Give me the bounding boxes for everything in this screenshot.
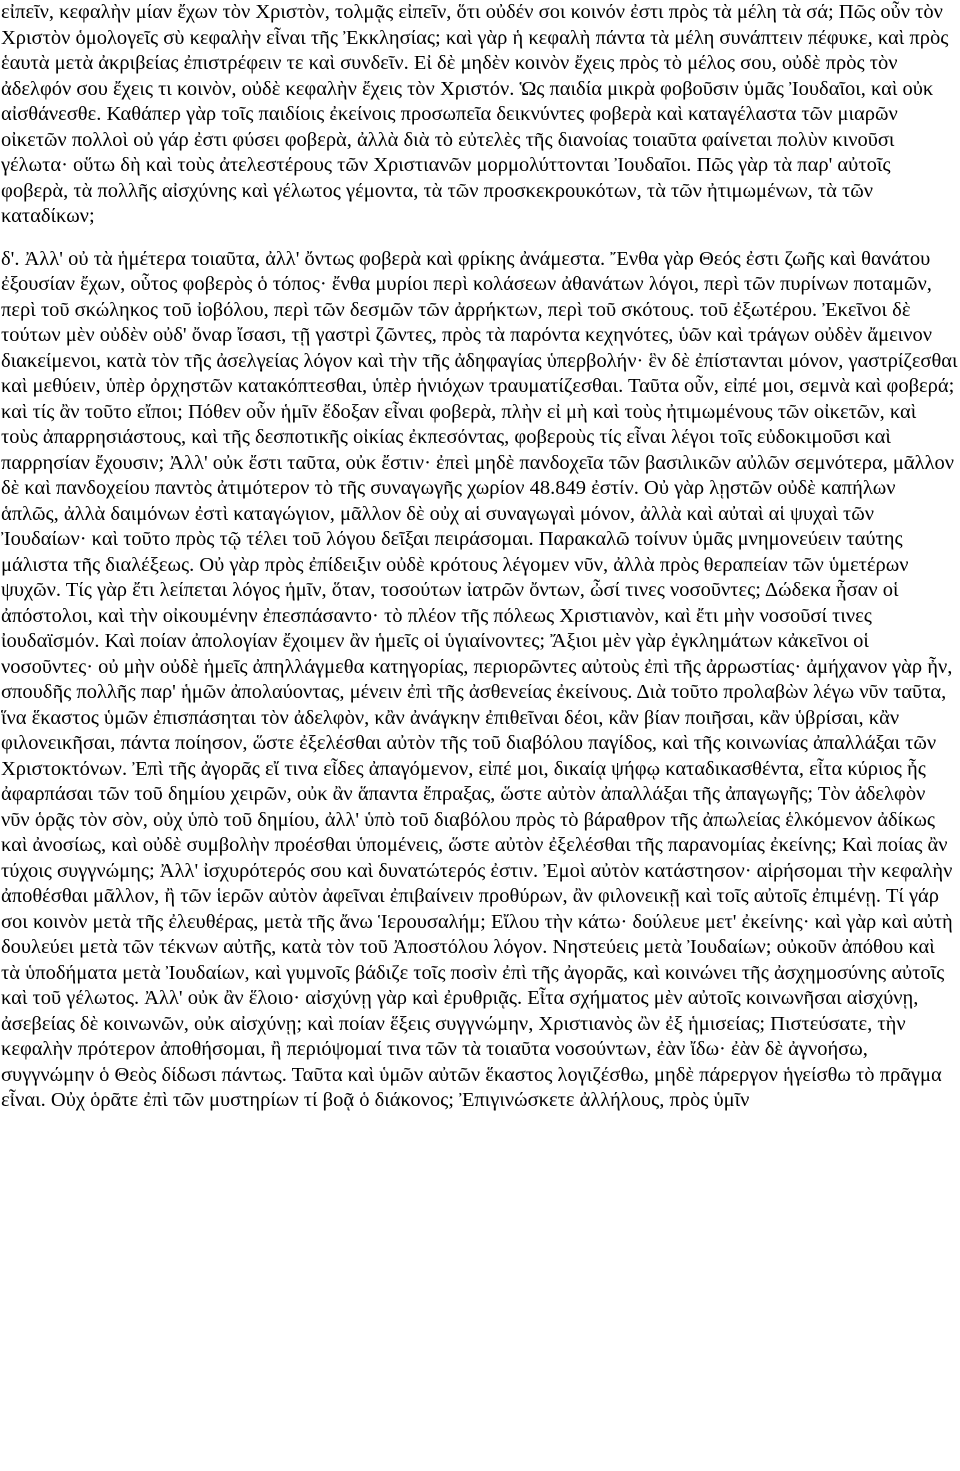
paragraph: δ'. Ἀλλ' οὐ τὰ ἡμέτερα τοιαῦτα, ἀλλ' ὄντως φοβερὰ καὶ φρίκης ἀνάμεστα. Ἔνθα γὰρ Θεός ἐστι ζωῆς καὶ θανάτου ἐξουσίαν ἔχων, οὗτος φοβερὸς ὁ τόπος· ἔνθα μυρίοι περὶ κολάσεων ἀθανάτων λόγοι, περὶ τῶν πυρίνων ποταμῶν, περὶ τοῦ σκώληκος τοῦ ἰοβόλου, περὶ τῶν δεσμῶν τῶν ἀρρήκτων, περὶ τοῦ σκότους. τοῦ ἐξωτέρου. Ἐκεῖνοι δὲ τούτων μὲν οὐδὲν οὐδ' ὄναρ ἴσασι, τῇ γαστρὶ ζῶντες, πρὸς τὰ παρόντα κεχηνότες, ὑῶν καὶ τράγων οὐδὲν ἄμεινον διακείμενοι, κατὰ τὸν τῆς ἀσελγείας λόγον καὶ τὴν τῆς ἀδηφαγίας ὑπερβολήν· ἓν δὲ ἐπίστανται μόνον, γαστρίζεσθαι καὶ μεθύειν, ὑπὲρ ὀρχηστῶν κατακόπτεσθαι, ὑπὲρ ἡνιόχων τραυματίζεσθαι. Ταῦτα οὖν, εἰπέ μοι, σεμνὰ καὶ φοβερά; καὶ τίς ἂν τοῦτο εἴποι; Πόθεν οὖν ἡμῖν ἔδοξαν εἶναι φοβερὰ, πλὴν εἰ μὴ καὶ τοὺς ἠτιμωμένους τῶν οἰκετῶν, καὶ τοὺς ἀπαρρησιάστους, καὶ τῆς δεσποτικῆς οἰκίας ἐκπεσόντας, φοβεροὺς τίς εἶναι λέγοι τοῖς εὐδοκιμοῦσι καὶ παρρησίαν ἔχουσιν; Ἀλλ' οὐκ ἔστι ταῦτα, οὐκ ἔστιν· ἐπεὶ μηδὲ πανδοχεῖα τῶν βασιλικῶν αὐλῶν σεμνότερα, μᾶλλον δὲ καὶ πανδοχείου παντὸς ἀτιμότερον τὸ τῆς συναγωγῆς χωρίον 48.849 ἐστίν. Οὐ γὰρ λῃστῶν οὐδὲ καπήλων ἁπλῶς, ἀλλὰ δαιμόνων ἐστὶ καταγώγιον, μᾶλλον δὲ οὐχ αἱ συναγωγαὶ μόνον, ἀλλὰ καὶ αὐταὶ αἱ ψυχαὶ τῶν Ἰουδαίων· καὶ τοῦτο πρὸς τῷ τέλει τοῦ λόγου δεῖξαι πειράσομαι. Παρακαλῶ τοίνυν ὑμᾶς μνημονεύειν ταύτης μάλιστα τῆς διαλέξεως. Οὐ γὰρ πρὸς ἐπίδειξιν οὐδὲ κρότους λέγομεν νῦν, ἀλλὰ πρὸς θεραπείαν τῶν ὑμετέρων ψυχῶν. Τίς γὰρ ἔτι λείπεται λόγος ἡμῖν, ὅταν, τοσούτων ἰατρῶν ὄντων, ὦσί τινες νοσοῦντες; Δώδεκα ἦσαν οἱ ἀπόστολοι, καὶ τὴν οἰκουμένην ἐπεσπάσαντο· τὸ πλέον τῆς πόλεως Χριστιανὸν, καὶ ἔτι μὴν νοσοῦσί τινες ἰουδαϊσμόν. Καὶ ποίαν ἀπολογίαν ἔχοιμεν ἂν ἡμεῖς οἱ ὑγιαίνοντες; Ἄξιοι μὲν γὰρ ἐγκλημάτων κἀκεῖνοι οἱ νοσοῦντες· οὐ μὴν οὐδὲ ἡμεῖς ἀπηλλάγμεθα κατηγορίας, περιορῶντες αὐτοὺς ἐπὶ τῆς ἀρρωστίας· ἀμήχανον γὰρ ἦν, σπουδῆς πολλῆς παρ' ἡμῶν ἀπολαύοντας, μένειν ἐπὶ τῆς ἀσθενείας ἐκείνους. Διὰ τοῦτο προλαβὼν λέγω νῦν ταῦτα, ἵνα ἕκαστος ὑμῶν ἐπισπάσηται τὸν ἀδελφὸν, κἂν ἀνάγκην ἐπιθεῖναι δέοι, κἂν βίαν ποιῆσαι, κἂν ὑβρίσαι, κἂν φιλονεικῆσαι, πάντα ποίησον, ὥστε ἐξελέσθαι αὐτὸν τῆς τοῦ διαβόλου παγίδος, καὶ τῆς κοινωνίας ἀπαλλάξαι τῶν Χριστοκτόνων. Ἐπὶ τῆς ἀγορᾶς εἴ τινα εἶδες ἀπαγόμενον, εἰπέ μοι, δικαίᾳ ψήφῳ καταδικασθέντα, εἶτα κύριος ἦς ἀφαρπάσαι τῶν τοῦ δημίου χειρῶν, οὐκ ἂν ἅπαντα ἔπραξας, ὥστε αὐτὸν ἀπαλλάξαι τῆς ἀπαγωγῆς; Τὸν ἀδελφὸν νῦν ὁρᾷς τὸν σὸν, οὐχ ὑπὸ τοῦ δημίου, ἀλλ' ὑπὸ τοῦ διαβόλου πρὸς τὸ βάραθρον τῆς ἀπωλείας ἑλκόμενον ἀδίκως καὶ ἀνοσίως, καὶ οὐδὲ συμβολὴν προέσθαι ὑπομένεις, ὥστε αὐτὸν ἐξελέσθαι τῆς παρανομίας ἐκείνης; Καὶ ποίας ἂν τύχοις συγγνώμης; Ἀλλ' ἰσχυρότερός σου καὶ δυνατώτερός ἐστιν. Ἐμοὶ αὐτὸν κατάστησον· αἱρήσομαι τὴν κεφαλὴν ἀποθέσθαι μᾶλλον, ἢ τῶν ἱερῶν αὐτὸν ἀφεῖναι ἐπιβαίνειν προθύρων, ἂν φιλονεικῇ καὶ τοῖς αὐτοῖς ἐπιμένῃ. Τί γάρ σοι κοινὸν μετὰ τῆς ἐλευθέρας, μετὰ τῆς ἄνω Ἱερουσαλήμ; Εἴλου τὴν κάτω· δούλευε μετ' ἐκείνης· καὶ γὰρ καὶ αὐτὴ δουλεύει μετὰ τῶν τέκνων αὐτῆς, κατὰ τὸν τοῦ Ἀποστόλου λόγον. Νηστεύεις μετὰ Ἰουδαίων; οὐκοῦν ἀπόθου καὶ τὰ ὑποδήματα μετὰ Ἰουδαίων, καὶ γυμνοῖς βάδιζε τοῖς ποσὶν ἐπὶ τῆς ἀγορᾶς, καὶ κοινώνει τῆς ἀσχημοσύνης αὐτοῖς καὶ τοῦ γέλωτος. Ἀλλ' οὐκ ἂν ἕλοιο· αἰσχύνῃ γὰρ καὶ ἐρυθριᾷς. Εἶτα σχήματος μὲν αὐτοῖς κοινωνῆσαι αἰσχύνῃ, ἀσεβείας δὲ κοινωνῶν, οὐκ αἰσχύνῃ; καὶ ποίαν ἕξεις συγγνώμην, Χριστιανὸς ὢν ἐξ ἡμισείας; Πιστεύσατε, τὴν κεφαλὴν πρότερον ἀποθήσομαι, ἢ περιόψομαί τινα τῶν τὰ τοιαῦτα νοσούντων, ἐὰν ἴδω· ἐὰν δὲ ἀγνοήσω, συγγνώμην ὁ Θεὸς δίδωσι πάντως. Ταῦτα καὶ ὑμῶν αὐτῶν ἕκαστος λογιζέσθω, μηδὲ πάρεργον ἡγείσθω τὸ πρᾶγμα εἶναι. Οὐχ ὁρᾶτε ἐπὶ τῶν μυστηρίων τί βοᾷ ὁ διάκονος; Ἐπιγινώσκετε ἀλλήλους, πρὸς ὑμῖν: [1, 247, 958, 1111]
paragraph: εἰπεῖν, κεφαλὴν μίαν ἔχων τὸν Χριστὸν, τολμᾷς εἰπεῖν, ὅτι οὐδέν σοι κοινόν ἐστι πρὸς τὰ μέλη τὰ σά; Πῶς οὖν τὸν Χριστὸν ὁμολογεῖς σὺ κεφαλὴν εἶναι τῆς Ἐκκλησίας; καὶ γὰρ ἡ κεφαλὴ πάντα τὰ μέλη συνάπτειν πέφυκε, καὶ πρὸς ἑαυτὰ μετὰ ἀκριβείας ἐπιστρέφειν τε καὶ συνδεῖν. Εἰ δὲ μηδὲν κοινὸν ἔχεις πρὸς τὸ μέλος σου, οὐδὲ πρὸς τὸν ἀδελφόν σου ἔχεις τι κοινὸν, οὐδὲ κεφαλὴν ἔχεις τὸν Χριστόν. Ὡς παιδία μικρὰ φοβοῦσιν ὑμᾶς Ἰουδαῖοι, καὶ οὐκ αἰσθάνεσθε. Καθάπερ γὰρ τοῖς παιδίοις ἐκείνοις προσωπεῖα δεικνύντες φοβερὰ καὶ καταγέλαστα τῶν μιαρῶν οἰκετῶν πολλοὶ οὐ γάρ ἐστι φύσει φοβερὰ, ἀλλὰ διὰ τὸ εὐτελὲς τῆς διανοίας τοιαῦτα φαίνεται πολὺν κινοῦσι γέλωτα· οὕτω δὴ καὶ τοὺς ἀτελεστέρους τῶν Χριστιανῶν μορμολύττονται Ἰουδαῖοι. Πῶς γὰρ τὰ παρ' αὐτοῖς φοβερὰ, τὰ πολλῆς αἰσχύνης καὶ γέλωτος γέμοντα, τὰ τῶν προσκεκρουκότων, τὰ τῶν ἠτιμωμένων, τὰ τῶν καταδίκων;: [1, 1, 949, 227]
text-block-2: [1, 247, 958, 1114]
text-block-1: [1, 0, 958, 230]
